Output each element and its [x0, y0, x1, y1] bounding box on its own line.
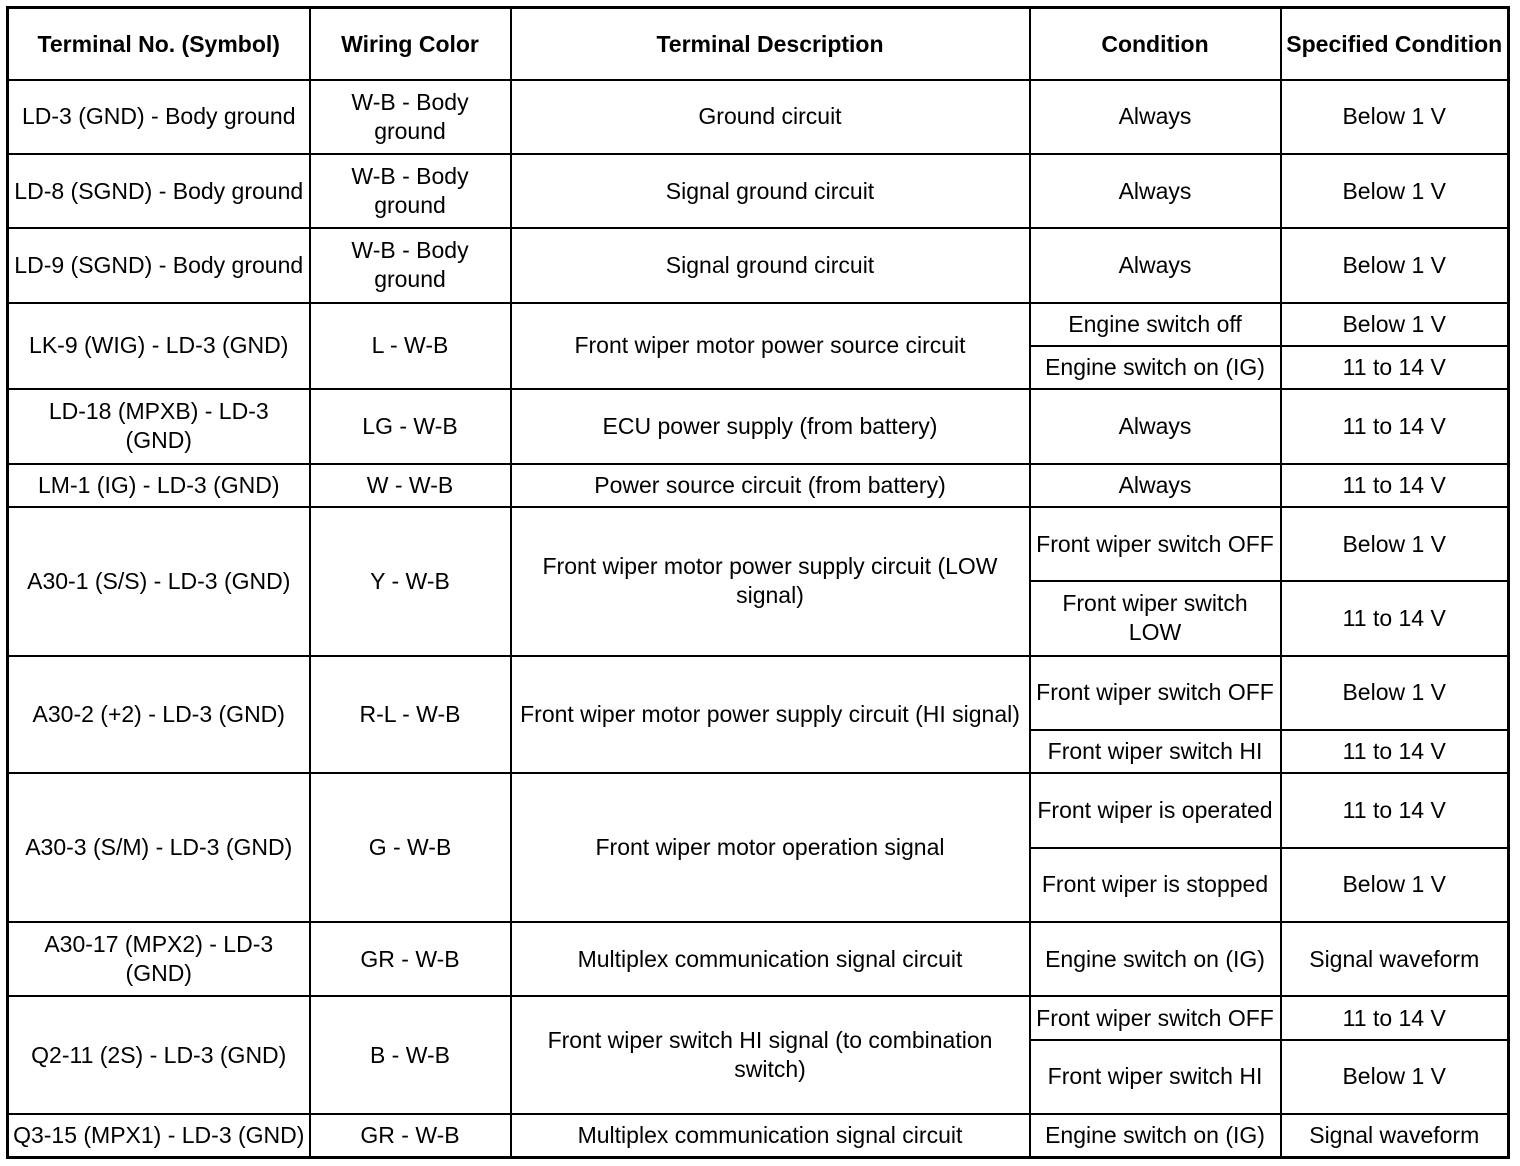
wiring-color-cell: GR - W-B: [310, 922, 511, 996]
terminal-cell: A30-2 (+2) - LD-3 (GND): [8, 656, 310, 774]
wiring-color-cell: L - W-B: [310, 303, 511, 390]
condition-cell: Front wiper is operated: [1030, 773, 1281, 847]
specified-condition-cell: 11 to 14 V: [1281, 730, 1509, 773]
description-cell: Signal ground circuit: [511, 154, 1030, 228]
table-row: [8, 507, 1509, 581]
table-row: [8, 656, 1509, 730]
wiring-color-cell: G - W-B: [310, 773, 511, 922]
specified-condition-cell: Below 1 V: [1281, 154, 1509, 228]
condition-cell: Front wiper switch OFF: [1030, 996, 1281, 1039]
description-cell: ECU power supply (from battery): [511, 389, 1030, 463]
condition-cell: Engine switch on (IG): [1030, 922, 1281, 996]
description-cell: Front wiper motor power supply circuit (LOW signal): [511, 507, 1030, 656]
table-row: [8, 464, 1509, 507]
table-row: [8, 154, 1509, 228]
table-row: [8, 303, 1509, 346]
terminal-cell: A30-17 (MPX2) - LD-3 (GND): [8, 922, 310, 996]
condition-cell: Always: [1030, 80, 1281, 154]
specified-condition-cell: Below 1 V: [1281, 303, 1509, 346]
specified-condition-cell: Below 1 V: [1281, 507, 1509, 581]
wiring-color-cell: W-B - Body ground: [310, 154, 511, 228]
header-row: [8, 8, 1509, 80]
specified-condition-cell: 11 to 14 V: [1281, 464, 1509, 507]
condition-cell: Always: [1030, 464, 1281, 507]
table-row: [8, 228, 1509, 302]
description-cell: Multiplex communication signal circuit: [511, 1114, 1030, 1157]
description-cell: Signal ground circuit: [511, 228, 1030, 302]
condition-cell: Front wiper switch HI: [1030, 1040, 1281, 1114]
header-wiring-color: Wiring Color: [310, 8, 511, 80]
specified-condition-cell: Below 1 V: [1281, 80, 1509, 154]
terminal-cell: LD-9 (SGND) - Body ground: [8, 228, 310, 302]
wiring-color-cell: B - W-B: [310, 996, 511, 1114]
terminal-cell: LD-3 (GND) - Body ground: [8, 80, 310, 154]
condition-cell: Front wiper switch OFF: [1030, 656, 1281, 730]
description-cell: Power source circuit (from battery): [511, 464, 1030, 507]
specified-condition-cell: Below 1 V: [1281, 656, 1509, 730]
condition-cell: Always: [1030, 228, 1281, 302]
specified-condition-cell: Signal waveform: [1281, 922, 1509, 996]
wiring-color-cell: Y - W-B: [310, 507, 511, 656]
description-cell: Multiplex communication signal circuit: [511, 922, 1030, 996]
specified-condition-cell: Below 1 V: [1281, 848, 1509, 922]
wiring-color-cell: W-B - Body ground: [310, 228, 511, 302]
table-row: [8, 1114, 1509, 1157]
header-terminal-description: Terminal Description: [511, 8, 1030, 80]
description-cell: Ground circuit: [511, 80, 1030, 154]
condition-cell: Always: [1030, 389, 1281, 463]
terminal-cell: LK-9 (WIG) - LD-3 (GND): [8, 303, 310, 390]
terminal-table: [6, 6, 1510, 1159]
specified-condition-cell: 11 to 14 V: [1281, 346, 1509, 389]
table-row: [8, 773, 1509, 847]
condition-cell: Front wiper switch OFF: [1030, 507, 1281, 581]
terminal-cell: Q3-15 (MPX1) - LD-3 (GND): [8, 1114, 310, 1157]
terminal-cell: Q2-11 (2S) - LD-3 (GND): [8, 996, 310, 1114]
specified-condition-cell: 11 to 14 V: [1281, 581, 1509, 655]
condition-cell: Front wiper is stopped: [1030, 848, 1281, 922]
wiring-color-cell: GR - W-B: [310, 1114, 511, 1157]
terminal-cell: LD-18 (MPXB) - LD-3 (GND): [8, 389, 310, 463]
specified-condition-cell: 11 to 14 V: [1281, 996, 1509, 1039]
table-row: [8, 922, 1509, 996]
table-row: [8, 80, 1509, 154]
terminal-cell: A30-3 (S/M) - LD-3 (GND): [8, 773, 310, 922]
wiring-color-cell: R-L - W-B: [310, 656, 511, 774]
wiring-color-cell: W - W-B: [310, 464, 511, 507]
description-cell: Front wiper motor power supply circuit (HI signal): [511, 656, 1030, 774]
condition-cell: Front wiper switch LOW: [1030, 581, 1281, 655]
condition-cell: Engine switch on (IG): [1030, 1114, 1281, 1157]
terminal-cell: LM-1 (IG) - LD-3 (GND): [8, 464, 310, 507]
description-cell: Front wiper motor power source circuit: [511, 303, 1030, 390]
condition-cell: Engine switch off: [1030, 303, 1281, 346]
terminal-cell: LD-8 (SGND) - Body ground: [8, 154, 310, 228]
table-row: [8, 389, 1509, 463]
terminal-cell: A30-1 (S/S) - LD-3 (GND): [8, 507, 310, 656]
header-terminal: Terminal No. (Symbol): [8, 8, 310, 80]
specified-condition-cell: Signal waveform: [1281, 1114, 1509, 1157]
wiring-color-cell: W-B - Body ground: [310, 80, 511, 154]
description-cell: Front wiper switch HI signal (to combination switch): [511, 996, 1030, 1114]
specified-condition-cell: Below 1 V: [1281, 228, 1509, 302]
table-body: [8, 80, 1509, 1158]
description-cell: Front wiper motor operation signal: [511, 773, 1030, 922]
specified-condition-cell: 11 to 14 V: [1281, 773, 1509, 847]
table-row: [8, 996, 1509, 1039]
condition-cell: Engine switch on (IG): [1030, 346, 1281, 389]
condition-cell: Always: [1030, 154, 1281, 228]
header-condition: Condition: [1030, 8, 1281, 80]
wiring-color-cell: LG - W-B: [310, 389, 511, 463]
specified-condition-cell: 11 to 14 V: [1281, 389, 1509, 463]
condition-cell: Front wiper switch HI: [1030, 730, 1281, 773]
specified-condition-cell: Below 1 V: [1281, 1040, 1509, 1114]
header-specified-condition: Specified Condition: [1281, 8, 1509, 80]
